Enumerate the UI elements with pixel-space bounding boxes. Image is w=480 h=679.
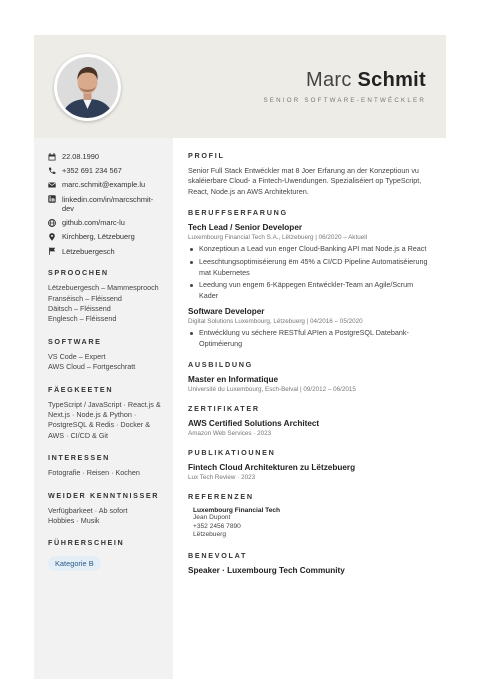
volunteer-title: Speaker · Luxembourg Tech Community (188, 565, 345, 575)
sidebar (34, 138, 173, 679)
volunteer-heading: BENEVOLAT (188, 550, 248, 560)
language-item: Däitsch – Fléissend (48, 303, 111, 313)
profile-heading: PROFIL (188, 151, 225, 160)
publication-title: Fintech Cloud Architekturen zu Lëtzebuerg (188, 463, 356, 473)
job-bullet: Leeschtungsoptimiséierung ëm 45% a CI/CD Pipeline Automatiséierung mat Kubernetes (188, 257, 432, 278)
software-item: AWS Cloud – Fortgeschratt (48, 362, 136, 372)
education-meta: Université du Luxembourg, Esch-Belval | 09/2012 – 06/2015 (188, 386, 356, 394)
contact-location (48, 232, 163, 242)
job-title: SENIOR SOFTWARE-ENTWÉCKLER (263, 97, 426, 104)
job-title: Software Developer (188, 307, 265, 317)
software-heading: SOFTWARE (48, 336, 102, 346)
license-heading: FÜHRERSCHEIN (48, 538, 125, 548)
certificate-title: AWS Certified Solutions Architect (188, 419, 320, 429)
job-title: Tech Lead / Senior Developer (188, 223, 303, 233)
references-section (188, 492, 432, 540)
experience-heading: BERUFFSERFARUNG (188, 208, 288, 218)
birthdate-text: 22.08.1990 (62, 152, 99, 161)
more-skills-item: Verfügbarkeet · Ab sofort (48, 505, 128, 515)
certificate-meta: Amazon Web Services · 2023 (188, 430, 272, 438)
more-skills-item: Hobbies · Musik (48, 516, 100, 525)
experience-section (188, 208, 432, 349)
mail-icon (48, 181, 56, 189)
github-text: github.com/marc-lu (62, 218, 125, 228)
job-bullet: Leedung vun engem 6-Käppegen Entwéckler-Team an Agile/Scrum Kader (188, 280, 432, 301)
phone-text: +352 691 234 567 (62, 166, 122, 176)
language-item: Franséisch – Fléissend (48, 293, 122, 303)
publications-section (188, 448, 432, 481)
profile-photo (57, 57, 118, 118)
interests-text: Fotografie · Reisen · Kochen (48, 468, 140, 478)
avatar (54, 54, 121, 121)
profile-section (188, 151, 432, 197)
certificates-heading: ZERTIFIKATER (188, 404, 260, 414)
cv-header (34, 35, 446, 138)
references-heading: REFERENZEN (188, 492, 254, 502)
job-meta: Digital Solutions Luxembourg, Lëtzebuerg | 04/2016 – 05/2020 (188, 318, 363, 326)
contact-birthdate (48, 152, 163, 162)
calendar-icon (48, 153, 56, 161)
contact-nationality (48, 247, 163, 257)
flag-icon (48, 247, 56, 255)
globe-icon (48, 219, 56, 227)
person-name (306, 69, 426, 92)
languages-heading: SPROOCHEN (48, 268, 109, 278)
contact-linkedin[interactable] (48, 195, 163, 214)
language-item: Englesch – Fléissend (48, 314, 117, 324)
publications-heading: PUBLIKATIOUNEN (188, 448, 276, 458)
skills-heading: FÄEGKEETEN (48, 384, 114, 394)
cv-page (34, 35, 446, 679)
email-text: marc.schmit@example.lu (62, 180, 146, 190)
more-skills-heading: WEIDER KENNTNISSER (48, 490, 160, 500)
contact-github[interactable] (48, 218, 163, 228)
job-bullets (188, 328, 432, 349)
location-icon (48, 233, 56, 241)
job-bullet: Entwécklung vu sécherе RESTful APIen a PostgreSQL Datebank-Optiméierung (188, 328, 432, 349)
last-name: Schmit (357, 69, 426, 91)
phone-icon (48, 167, 56, 175)
job-bullet: Konzeptioun a Lead vun enger Cloud-Banking API mat Node.js a React (188, 244, 432, 254)
publication-meta: Lux Tech Review · 2023 (188, 474, 256, 482)
job-meta: Luxembourg Financial Tech S.A., Lëtzebuerg | 06/2020 – Aktuell (188, 234, 367, 242)
linkedin-text: linkedin.com/in/marcschmit-dev (62, 194, 154, 214)
main-content (188, 151, 432, 586)
reference-person: Jean Dupont (193, 514, 231, 522)
license-badge: Kategorie B (48, 556, 101, 571)
first-name: Marc (306, 69, 352, 91)
reference-city: Lëtzebuerg (193, 531, 226, 539)
certificates-section (188, 404, 432, 437)
contact-email[interactable] (48, 180, 163, 190)
reference-company: Luxembourg Financial Tech (193, 507, 281, 515)
reference-phone: +352 2456 7890 (193, 522, 241, 530)
interests-heading: INTERESSEN (48, 453, 110, 463)
contact-phone[interactable] (48, 166, 163, 176)
profile-text: Senior Full Stack Entwéckler mat 8 Joer Erfarung an der Konzeptioun vu skaléierbare Cloud- a Fintech-Uwendungen. Spezialiséiert op TypeScript, React, Node.js an AWS Architekturen. (188, 166, 422, 196)
linkedin-icon (48, 195, 56, 203)
location-text: Kirchberg, Lëtzebuerg (62, 232, 135, 242)
language-item: Lëtzebuergesch – Mammesprooch (48, 283, 159, 293)
education-title: Master en Informatique (188, 375, 279, 385)
education-heading: AUSBILDUNG (188, 360, 253, 370)
volunteer-section (188, 551, 432, 575)
skills-text: TypeScript / JavaScript · React.js & Next.js · Node.js & Python · PostgreSQL & Redis · Docker & AWS · CI/CD & Git (48, 399, 161, 440)
job-bullets (188, 244, 432, 301)
nationality-text: Lëtzebuergesch (62, 246, 115, 256)
software-item: VS Code – Expert (48, 351, 106, 361)
education-section (188, 360, 432, 393)
